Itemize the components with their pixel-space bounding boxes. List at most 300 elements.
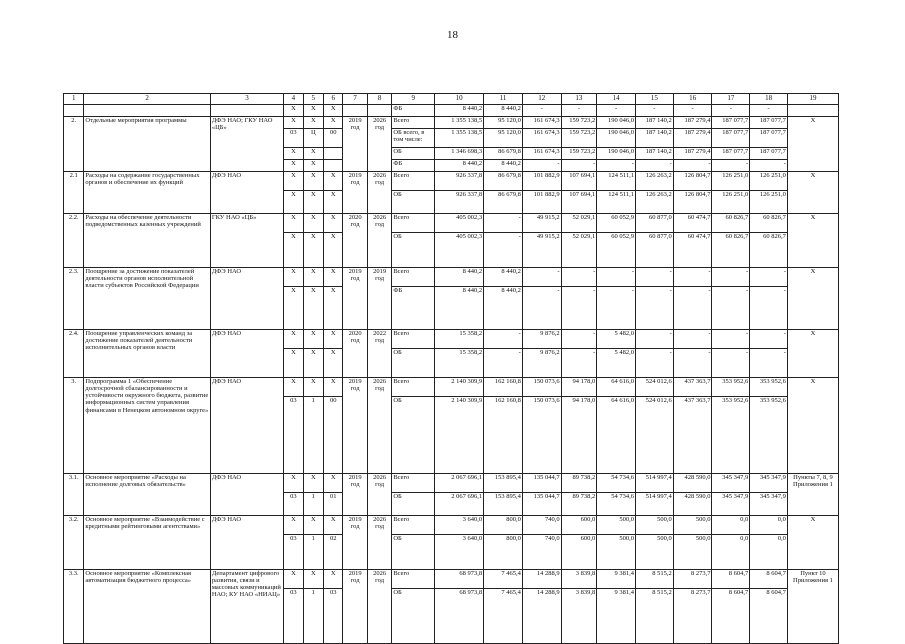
value-cell: 187 077,7	[712, 129, 750, 148]
value-cell: 94 178,0	[561, 397, 597, 474]
value-cell: 9 876,2	[522, 349, 561, 378]
value-cell: 126 804,7	[673, 172, 712, 191]
value-cell: 2 067 696,1	[435, 474, 484, 493]
code-cell: Х	[324, 516, 343, 535]
code-cell: Х	[324, 191, 343, 214]
value-cell: 60 474,7	[673, 233, 712, 268]
year-value: 2020	[348, 214, 362, 221]
value-cell: 187 077,7	[712, 117, 750, 129]
value-cell: 8 440,2	[484, 105, 523, 117]
funding-source: Всего	[392, 214, 435, 233]
code-cell	[324, 160, 343, 172]
value-cell: 124 511,1	[597, 172, 636, 191]
value-cell: 514 997,4	[636, 474, 674, 493]
year-value: 2026	[373, 474, 387, 481]
year-unit: год	[350, 124, 360, 132]
code-cell: 00	[324, 397, 343, 474]
budget-table	[63, 93, 839, 644]
year-value: 2019	[348, 378, 362, 385]
year-value: 2019	[348, 516, 362, 523]
value-cell: -	[636, 330, 674, 349]
value-cell: 190 046,0	[597, 129, 636, 148]
year-value: 2026	[373, 516, 387, 523]
value-cell: 3 640,0	[435, 535, 484, 570]
code-cell: 03	[324, 589, 343, 644]
value-cell: 150 073,6	[522, 378, 561, 397]
row-number: 2.1	[64, 172, 84, 214]
code-cell: Х	[284, 570, 303, 589]
value-cell: 126 251,0	[750, 191, 788, 214]
table-row	[64, 105, 839, 117]
code-cell: Х	[284, 378, 303, 397]
value-cell: 187 279,4	[673, 117, 712, 129]
code-cell: 00	[324, 129, 343, 148]
value-cell: 159 723,2	[561, 129, 597, 148]
code-cell: Х	[303, 570, 323, 589]
value-cell: 60 826,7	[750, 233, 788, 268]
code-cell: Х	[303, 233, 323, 268]
value-cell: -	[636, 349, 674, 378]
value-cell: 405 002,3	[435, 214, 484, 233]
value-cell: -	[712, 160, 750, 172]
code-cell: Х	[303, 474, 323, 493]
code-cell: 03	[284, 129, 303, 148]
value-cell: -	[561, 349, 597, 378]
value-cell: 86 679,8	[484, 148, 523, 160]
value-cell: 8 604,7	[750, 589, 788, 644]
end-year	[367, 214, 391, 268]
value-cell: 345 347,9	[712, 474, 750, 493]
value-cell: 8 440,2	[484, 160, 523, 172]
table-row	[64, 330, 839, 349]
value-cell: 94 178,0	[561, 378, 597, 397]
column-header: 15	[636, 94, 674, 105]
activity-name: Основное мероприятие «Комплексная автоматизация бюджетного процесса»	[84, 570, 210, 644]
page-number: 18	[447, 29, 458, 41]
value-cell: 60 052,9	[597, 233, 636, 268]
value-cell: -	[484, 330, 523, 349]
executor: ГКУ НАО «ЦБ»	[210, 214, 283, 268]
value-cell: 9 381,4	[597, 570, 636, 589]
executor: ДФЭ НАО	[210, 474, 283, 516]
empty-cell: -	[561, 105, 597, 117]
value-cell: -	[712, 268, 750, 287]
value-cell: 187 279,4	[673, 129, 712, 148]
value-cell: -	[712, 330, 750, 349]
code-cell: Ц	[303, 129, 323, 148]
value-cell: -	[561, 287, 597, 330]
code-cell: Х	[284, 160, 303, 172]
table-row	[64, 268, 839, 287]
value-cell: 8 273,7	[673, 589, 712, 644]
code-cell: Х	[324, 330, 343, 349]
code-cell: 1	[303, 535, 323, 570]
year-value: 2019	[348, 172, 362, 179]
code-cell: Х	[324, 378, 343, 397]
value-cell: -	[522, 287, 561, 330]
executor: ДФЭ НАО	[210, 330, 283, 378]
column-header: 16	[673, 94, 712, 105]
activity-name: Поощрение за достижение показателей деятельности органов исполнительной власти субъектов Российской Федерации	[84, 268, 210, 330]
column-header: 2	[84, 94, 210, 105]
value-cell: 5 482,0	[597, 330, 636, 349]
value-cell: 7 465,4	[484, 589, 523, 644]
note-cell: Х	[787, 268, 838, 330]
value-cell: 107 694,1	[561, 172, 597, 191]
value-cell: -	[636, 287, 674, 330]
code-cell: Х	[284, 516, 303, 535]
note-cell: Пункт 10 Приложения 1	[787, 570, 838, 644]
empty-cell: -	[750, 105, 788, 117]
value-cell: 52 029,1	[561, 214, 597, 233]
value-cell: 124 511,1	[597, 191, 636, 214]
row-number: 3.1.	[64, 474, 84, 516]
value-cell: 49 915,2	[522, 214, 561, 233]
year-value: 2020	[348, 330, 362, 337]
code-cell: Х	[324, 287, 343, 330]
year-unit: год	[375, 124, 385, 132]
value-cell: 524 012,6	[636, 378, 674, 397]
value-cell: 126 263,2	[636, 172, 674, 191]
value-cell: -	[712, 349, 750, 378]
value-cell: 95 120,0	[484, 117, 523, 129]
value-cell: 68 973,8	[435, 570, 484, 589]
value-cell: 353 952,6	[750, 378, 788, 397]
end-year	[367, 330, 391, 378]
code-cell: Х	[284, 268, 303, 287]
value-cell: -	[636, 160, 674, 172]
note-cell: Пункты 7, 8, 9 Приложения 1	[787, 474, 838, 516]
value-cell: 135 044,7	[522, 493, 561, 516]
value-cell: 60 826,7	[712, 214, 750, 233]
value-cell: 89 738,2	[561, 474, 597, 493]
column-header: 11	[484, 94, 523, 105]
code-cell: Х	[284, 233, 303, 268]
start-year	[343, 214, 367, 268]
note-cell: Х	[787, 378, 838, 474]
value-cell: 926 337,8	[435, 191, 484, 214]
code-cell: Х	[284, 191, 303, 214]
value-cell: 8 273,7	[673, 570, 712, 589]
code-cell	[324, 148, 343, 160]
start-year	[343, 378, 367, 474]
year-unit: год	[375, 481, 385, 489]
executor: ДФЭ НАО	[210, 268, 283, 330]
year-unit: год	[350, 523, 360, 531]
value-cell: 60 052,9	[597, 214, 636, 233]
value-cell: 514 997,4	[636, 493, 674, 516]
code-cell: 03	[284, 589, 303, 644]
value-cell: -	[561, 160, 597, 172]
value-cell: 353 952,6	[712, 397, 750, 474]
value-cell: 8 440,2	[435, 268, 484, 287]
value-cell: 54 734,6	[597, 493, 636, 516]
end-year	[367, 516, 391, 570]
value-cell: -	[636, 268, 674, 287]
value-cell: 86 679,8	[484, 191, 523, 214]
value-cell: 500,0	[636, 535, 674, 570]
column-header: 6	[324, 94, 343, 105]
row-number: 2.	[64, 117, 84, 172]
value-cell: 1 355 138,5	[435, 117, 484, 129]
executor: ДФЭ НАО	[210, 378, 283, 474]
year-unit: год	[350, 179, 360, 187]
value-cell: -	[597, 160, 636, 172]
empty-cell	[210, 105, 283, 117]
empty-cell: Х	[284, 105, 303, 117]
end-year	[367, 268, 391, 330]
value-cell: 187 077,7	[750, 129, 788, 148]
code-cell: Х	[303, 160, 323, 172]
code-cell: Х	[303, 148, 323, 160]
year-value: 2026	[373, 214, 387, 221]
end-year	[367, 172, 391, 214]
value-cell: 7 465,4	[484, 570, 523, 589]
activity-name: Основное мероприятие «Взаимодействие с кредитными рейтинговыми агентствами»	[84, 516, 210, 570]
value-cell: 740,0	[522, 535, 561, 570]
table-row	[64, 172, 839, 191]
year-value: 2019	[348, 570, 362, 577]
column-header: 13	[561, 94, 597, 105]
activity-name: Расходы на содержание государственных органов и обеспечение их функций	[84, 172, 210, 214]
value-cell: 8 604,7	[750, 570, 788, 589]
value-cell: 135 044,7	[522, 474, 561, 493]
activity-name: Основное мероприятие «Расходы на исполнение долговых обязательств»	[84, 474, 210, 516]
funding-source: Всего	[392, 117, 435, 129]
column-header: 9	[392, 94, 435, 105]
value-cell: 15 358,2	[435, 349, 484, 378]
value-cell: 162 160,8	[484, 397, 523, 474]
value-cell: 0,0	[712, 535, 750, 570]
code-cell: Х	[284, 330, 303, 349]
table-row	[64, 516, 839, 535]
value-cell: 3 839,8	[561, 570, 597, 589]
value-cell: 161 674,3	[522, 129, 561, 148]
value-cell: 60 826,7	[712, 233, 750, 268]
funding-source: ОБ	[392, 589, 435, 644]
value-cell: 89 738,2	[561, 493, 597, 516]
value-cell: 153 895,4	[484, 474, 523, 493]
year-unit: год	[350, 577, 360, 585]
value-cell: 353 952,6	[712, 378, 750, 397]
code-cell: Х	[303, 516, 323, 535]
code-cell: Х	[303, 191, 323, 214]
year-unit: год	[375, 179, 385, 187]
value-cell: 353 952,6	[750, 397, 788, 474]
value-cell: 1 346 698,3	[435, 148, 484, 160]
column-header: 17	[712, 94, 750, 105]
executor: ДФЭ НАО; ГКУ НАО «ЦБ»	[210, 117, 283, 172]
value-cell: 600,0	[561, 516, 597, 535]
value-cell: 345 347,9	[712, 493, 750, 516]
code-cell: Х	[324, 233, 343, 268]
year-unit: год	[350, 275, 360, 283]
table-row	[64, 378, 839, 397]
value-cell: 190 046,0	[597, 117, 636, 129]
value-cell: 15 358,2	[435, 330, 484, 349]
value-cell: 161 674,3	[522, 148, 561, 160]
value-cell: 60 877,0	[636, 233, 674, 268]
value-cell: 126 251,0	[712, 172, 750, 191]
column-header: 3	[210, 94, 283, 105]
value-cell: 14 288,9	[522, 589, 561, 644]
code-cell: Х	[324, 172, 343, 191]
year-value: 2026	[373, 172, 387, 179]
value-cell: 187 140,2	[636, 129, 674, 148]
value-cell: 2 067 696,1	[435, 493, 484, 516]
value-cell: -	[750, 287, 788, 330]
value-cell: 54 734,6	[597, 474, 636, 493]
value-cell: 8 440,2	[484, 268, 523, 287]
code-cell: Х	[324, 268, 343, 287]
funding-source: Всего	[392, 516, 435, 535]
year-unit: год	[375, 221, 385, 229]
code-cell: Х	[284, 214, 303, 233]
header-row	[64, 94, 839, 105]
funding-source: Всего	[392, 378, 435, 397]
year-unit: год	[375, 523, 385, 531]
column-header: 4	[284, 94, 303, 105]
funding-source: ОБ	[392, 535, 435, 570]
empty-cell	[787, 105, 838, 117]
value-cell: 14 288,9	[522, 570, 561, 589]
value-cell: -	[522, 160, 561, 172]
value-cell: 428 590,0	[673, 493, 712, 516]
value-cell: 187 140,2	[636, 148, 674, 160]
row-number: 2.2.	[64, 214, 84, 268]
value-cell: 126 263,2	[636, 191, 674, 214]
value-cell: 150 073,6	[522, 397, 561, 474]
value-cell: 500,0	[597, 535, 636, 570]
year-unit: год	[350, 221, 360, 229]
end-year	[367, 474, 391, 516]
empty-cell: Х	[324, 105, 343, 117]
start-year	[343, 330, 367, 378]
activity-name: Поощрение управленческих команд за достижение показателей деятельности исполнительных органов власти	[84, 330, 210, 378]
row-number: 3.3.	[64, 570, 84, 644]
value-cell: 126 804,7	[673, 191, 712, 214]
value-cell: 159 723,2	[561, 117, 597, 129]
row-number: 3.	[64, 378, 84, 474]
funding-source: ОБ	[392, 397, 435, 474]
row-number: 2.3.	[64, 268, 84, 330]
year-unit: год	[375, 275, 385, 283]
empty-cell: Х	[303, 105, 323, 117]
funding-source: ОБ	[392, 349, 435, 378]
value-cell: -	[561, 330, 597, 349]
funding-source: ФБ	[392, 160, 435, 172]
value-cell: -	[673, 349, 712, 378]
empty-cell	[367, 105, 391, 117]
column-header: 5	[303, 94, 323, 105]
table-row	[64, 474, 839, 493]
funding-source: Всего	[392, 474, 435, 493]
funding-source: Всего	[392, 268, 435, 287]
value-cell: 9 381,4	[597, 589, 636, 644]
year-unit: год	[375, 385, 385, 393]
value-cell: 126 251,0	[750, 172, 788, 191]
activity-name: Подпрограмма 1 «Обеспечение долгосрочной сбалансированности и устойчивости окружного бюджета, развитие информационных систем управления финансами в Ненецком автономном округе»	[84, 378, 210, 474]
end-year	[367, 117, 391, 172]
table-row	[64, 570, 839, 589]
funding-source: ОБ	[392, 191, 435, 214]
note-cell: Х	[787, 214, 838, 268]
end-year	[367, 378, 391, 474]
code-cell: Х	[303, 330, 323, 349]
value-cell: -	[484, 214, 523, 233]
code-cell: Х	[284, 117, 303, 129]
value-cell: -	[597, 287, 636, 330]
year-value: 2026	[373, 570, 387, 577]
value-cell: 345 347,9	[750, 493, 788, 516]
note-cell: Х	[787, 117, 838, 172]
value-cell: 107 694,1	[561, 191, 597, 214]
value-cell: 126 251,0	[712, 191, 750, 214]
year-value: 2022	[373, 330, 387, 337]
empty-cell: -	[673, 105, 712, 117]
value-cell: 8 515,2	[636, 570, 674, 589]
value-cell: 9 876,2	[522, 330, 561, 349]
funding-source: Всего	[392, 172, 435, 191]
value-cell: 3 839,8	[561, 589, 597, 644]
funding-source: Всего	[392, 570, 435, 589]
note-cell: Х	[787, 172, 838, 214]
activity-name: Расходы на обеспечение деятельности подведомственных казенных учреждений	[84, 214, 210, 268]
code-cell: Х	[303, 117, 323, 129]
column-header: 1	[64, 94, 84, 105]
value-cell: 64 616,0	[597, 397, 636, 474]
funding-source: ОБ	[392, 493, 435, 516]
code-cell: 03	[284, 493, 303, 516]
value-cell: 437 363,7	[673, 378, 712, 397]
funding-source: ОБ	[392, 148, 435, 160]
value-cell: 187 140,2	[636, 117, 674, 129]
executor: Департамент цифрового развития, связи и массовых коммуникаций НАО; КУ НАО «НИАЦ»	[210, 570, 283, 644]
funding-source: ОБ	[392, 233, 435, 268]
value-cell: 437 363,7	[673, 397, 712, 474]
funding-source: Всего	[392, 330, 435, 349]
code-cell: Х	[284, 474, 303, 493]
year-value: 2026	[373, 378, 387, 385]
value-cell: 0,0	[712, 516, 750, 535]
funding-source: ОБ всего, в том числе:	[392, 129, 435, 148]
code-cell: 02	[324, 535, 343, 570]
value-cell: 60 877,0	[636, 214, 674, 233]
value-cell: 8 604,7	[712, 589, 750, 644]
column-header: 19	[787, 94, 838, 105]
row-number: 2.4.	[64, 330, 84, 378]
value-cell: -	[484, 349, 523, 378]
column-header: 8	[367, 94, 391, 105]
value-cell: 500,0	[597, 516, 636, 535]
value-cell: 187 077,7	[712, 148, 750, 160]
start-year	[343, 117, 367, 172]
year-unit: год	[375, 577, 385, 585]
code-cell: 1	[303, 397, 323, 474]
value-cell: 187 077,7	[750, 148, 788, 160]
year-unit: год	[350, 481, 360, 489]
code-cell: Х	[324, 214, 343, 233]
year-value: 2026	[373, 117, 387, 124]
empty-cell: -	[522, 105, 561, 117]
empty-cell	[343, 105, 367, 117]
value-cell: 52 029,1	[561, 233, 597, 268]
value-cell: 190 046,0	[597, 148, 636, 160]
note-cell: Х	[787, 516, 838, 570]
year-unit: год	[375, 337, 385, 345]
row-number: 3.2.	[64, 516, 84, 570]
fund-cell: ФБ	[392, 105, 435, 117]
